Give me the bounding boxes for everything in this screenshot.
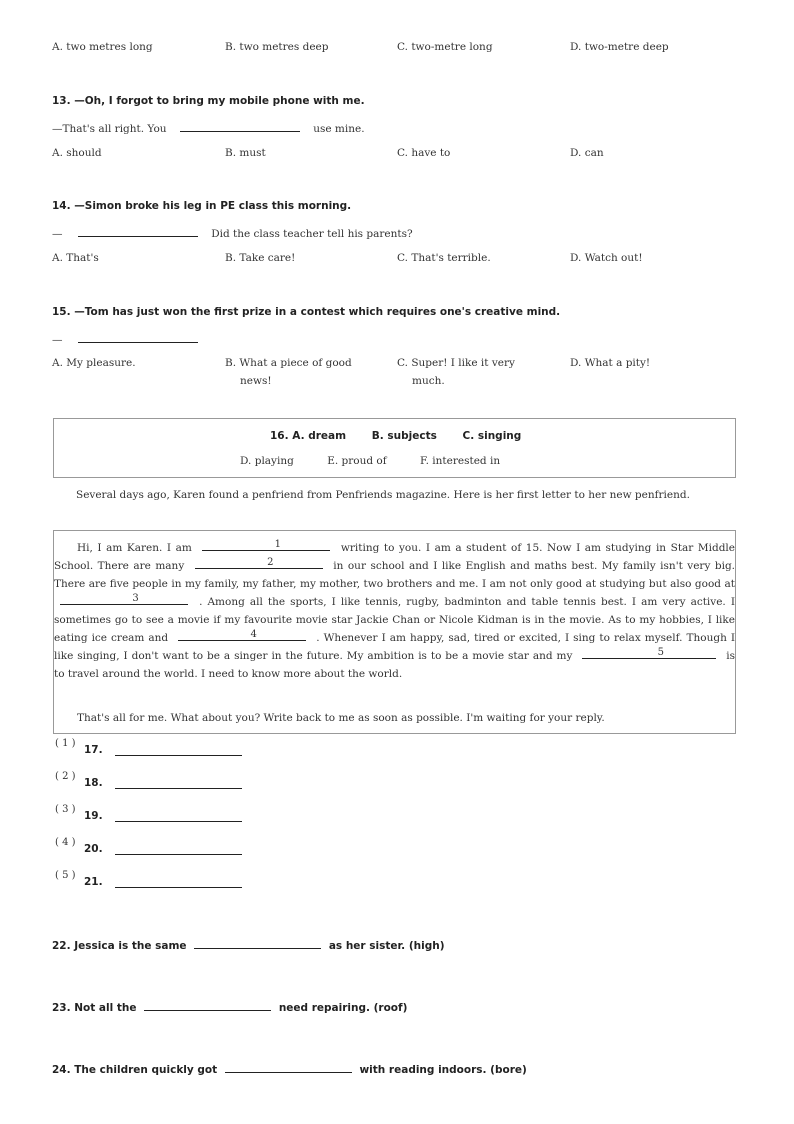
letter-blank-5[interactable]: 5	[582, 648, 716, 659]
answer-label: ( 3 )	[55, 804, 76, 815]
letter-paragraph-2: That's all for me. What about you? Write back to me as soon as possible. I'm waiting for your reply.	[77, 712, 605, 724]
answer-number: 18.	[84, 777, 103, 789]
q14-reply-before: —	[52, 228, 63, 240]
q15-reply-before: —	[52, 334, 63, 346]
q15-option-b[interactable]: B. What a piece of good	[225, 357, 352, 369]
answer-blank-19[interactable]	[115, 821, 242, 822]
q14-blank[interactable]	[78, 226, 198, 237]
answer-number: 17.	[84, 744, 103, 756]
answer-number: 20.	[84, 843, 103, 855]
q13-stem: 13. —Oh, I forgot to bring my mobile phone with me.	[52, 95, 365, 107]
word-box-row2	[240, 455, 500, 467]
letter-blank-1[interactable]: 1	[202, 540, 330, 551]
q23: 23. Not all the need repairing. (roof)	[52, 1002, 408, 1014]
word-option-f: F. interested in	[419, 455, 501, 467]
q14-reply	[52, 226, 413, 240]
q14-option-a[interactable]: A. That's	[52, 252, 99, 264]
q12-option-d[interactable]: D. two-metre deep	[570, 41, 669, 53]
q15-reply	[52, 332, 198, 346]
q13-reply-before: —That's all right. You	[52, 123, 167, 135]
q22: 22. Jessica is the same as her sister. (high)	[52, 940, 445, 952]
q24: 24. The children quickly got with reading indoors. (bore)	[52, 1064, 527, 1076]
answer-blank-18[interactable]	[115, 788, 242, 789]
q15-option-a[interactable]: A. My pleasure.	[52, 357, 136, 369]
answer-label: ( 4 )	[55, 837, 76, 848]
answer-number: 21.	[84, 876, 103, 888]
word-option-a: 16. A. dream	[270, 430, 347, 442]
answer-blank-17[interactable]	[115, 755, 242, 756]
q13-blank[interactable]	[180, 121, 300, 132]
q12-option-c[interactable]: C. two-metre long	[397, 41, 493, 53]
answer-label: ( 1 )	[55, 738, 76, 749]
letter-blank-2[interactable]: 2	[195, 558, 323, 569]
q15-option-b-cont: news!	[240, 375, 272, 387]
answer-number: 19.	[84, 810, 103, 822]
word-option-b: B. subjects	[371, 430, 437, 442]
answer-blank-20[interactable]	[115, 854, 242, 855]
q13-reply	[52, 121, 365, 135]
q15-option-c-cont: much.	[412, 375, 445, 387]
q12-option-a[interactable]: A. two metres long	[52, 41, 153, 53]
letter-box	[53, 530, 736, 734]
letter-blank-3[interactable]: 3	[60, 594, 188, 605]
q14-stem: 14. —Simon broke his leg in PE class this morning.	[52, 200, 352, 212]
q13-option-d[interactable]: D. can	[570, 147, 604, 159]
intro-paragraph: Several days ago, Karen found a penfriend from Penfriends magazine. Here is her first letter to her new penfriend.	[76, 489, 690, 501]
q24-blank[interactable]	[225, 1062, 352, 1073]
q22-blank[interactable]	[194, 938, 321, 949]
q15-option-c[interactable]: C. Super! I like it very	[397, 357, 515, 369]
q15-blank[interactable]	[78, 332, 198, 343]
q15-stem: 15. —Tom has just won the first prize in a contest which requires one's creative mind.	[52, 306, 561, 318]
q14-option-b[interactable]: B. Take care!	[225, 252, 296, 264]
letter-blank-4[interactable]: 4	[178, 630, 306, 641]
q13-option-a[interactable]: A. should	[52, 147, 102, 159]
q12-option-b[interactable]: B. two metres deep	[225, 41, 329, 53]
q15-option-d[interactable]: D. What a pity!	[570, 357, 651, 369]
letter-paragraph-1: Hi, I am Karen. I am 1 writing to you. I am a student of 15. Now I am studying in Star Middle School. There are many 2 in our school and I like English and maths best. My family isn't very big. There are five people in my family, my father, my mother, two brothers and me. I am not only good at studying but also good at 3 . Among all the sports, I like tennis, rugby, badminton and table tennis best. I am very active. I sometimes go to see a movie if my favourite movie star Jackie Chan or Nicole Kidman is in the movie. As to my hobbies, I like eating ice cream and 4 . Whenever I am happy, sad, tired or excited, I sing to relax myself. Though I like singing, I don't want to be a singer in the future. My ambition is to be a movie star and my 5 is to travel around the world. I need to know more about the world.	[54, 539, 736, 680]
q14-reply-after: Did the class teacher tell his parents?	[211, 228, 413, 240]
word-option-c: C. singing	[462, 430, 522, 442]
q14-option-d[interactable]: D. Watch out!	[570, 252, 643, 264]
word-option-e: E. proud of	[327, 455, 387, 467]
q13-reply-after: use mine.	[313, 123, 365, 135]
word-box-row1	[270, 430, 521, 442]
answer-blank-21[interactable]	[115, 887, 242, 888]
q13-option-b[interactable]: B. must	[225, 147, 266, 159]
q14-option-c[interactable]: C. That's terrible.	[397, 252, 491, 264]
word-option-d: D. playing	[240, 455, 294, 467]
q13-option-c[interactable]: C. have to	[397, 147, 451, 159]
answer-label: ( 5 )	[55, 870, 76, 881]
answer-label: ( 2 )	[55, 771, 76, 782]
word-box	[53, 418, 736, 478]
q23-blank[interactable]	[144, 1000, 271, 1011]
